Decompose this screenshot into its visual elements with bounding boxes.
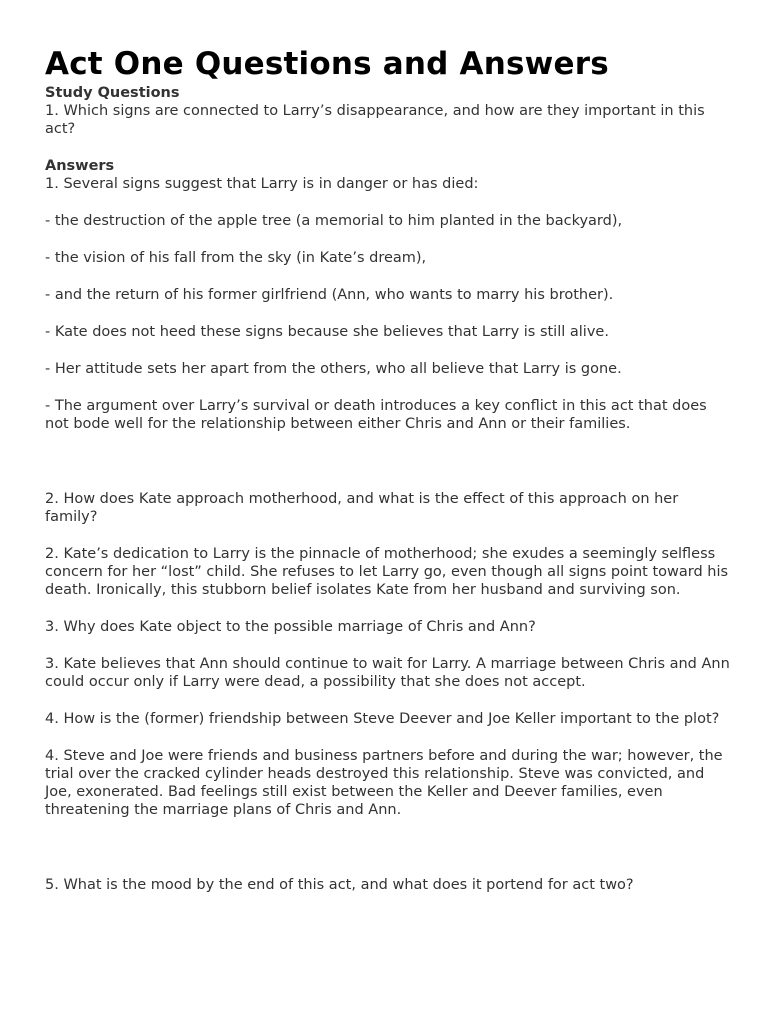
- answer-1-item: - Kate does not heed these signs because she believes that Larry is still alive.: [45, 324, 609, 340]
- question-5: 5. What is the mood by the end of this act, and what does it portend for act two?: [45, 877, 634, 893]
- answer-1-intro: 1. Several signs suggest that Larry is in danger or has died:: [45, 176, 479, 192]
- answer-3: 3. Kate believes that Ann should continue to wait for Larry. A marriage between Chris and Ann could occur only if Larry were dead, a possibility that she does not accept.: [45, 656, 735, 690]
- spacer: [45, 267, 735, 286]
- answer-1-item: - The argument over Larry’s survival or death introduces a key conflict in this act that does not bode well for the relationship between either Chris and Ann or their families.: [45, 398, 712, 432]
- spacer: [45, 526, 735, 545]
- answer-4: 4. Steve and Joe were friends and business partners before and during the war; however, the trial over the cracked cylinder heads destroyed this relationship. Steve was convicted, and Joe, exonerated. Bad feelings still exist between the Keller and Deever families, even threatening the marriage plans of Chris and Ann.: [45, 748, 728, 818]
- spacer: [45, 193, 735, 212]
- spacer: [45, 378, 735, 397]
- answer-1-item: - the vision of his fall from the sky (in Kate’s dream),: [45, 250, 427, 266]
- question-2: 2. How does Kate approach motherhood, and what is the effect of this approach on her family?: [45, 491, 683, 525]
- spacer: [45, 728, 735, 747]
- answer-2: 2. Kate’s dedication to Larry is the pinnacle of motherhood; she exudes a seemingly selfless concern for her “lost” child. She refuses to let Larry go, even though all signs point toward his death. Ironically, this stubborn belief isolates Kate from her husband and surviving son.: [45, 546, 733, 598]
- answer-1-item: - and the return of his former girlfriend (Ann, who wants to marry his brother).: [45, 287, 614, 303]
- answer-1-item: - Her attitude sets her apart from the others, who all believe that Larry is gone.: [45, 361, 622, 377]
- question-3: 3. Why does Kate object to the possible marriage of Chris and Ann?: [45, 619, 536, 635]
- spacer: [45, 433, 735, 490]
- spacer: [45, 304, 735, 323]
- document-page: [45, 44, 735, 894]
- study-questions-heading: Study Questions: [45, 85, 180, 101]
- spacer: [45, 636, 735, 655]
- spacer: [45, 819, 735, 876]
- answers-heading: Answers: [45, 158, 115, 174]
- spacer: [45, 138, 735, 157]
- spacer: [45, 599, 735, 618]
- page-title: Act One Questions and Answers: [45, 46, 609, 82]
- question-1: 1. Which signs are connected to Larry’s disappearance, and how are they important in this act?: [45, 103, 710, 137]
- answer-1-item: - the destruction of the apple tree (a memorial to him planted in the backyard),: [45, 213, 623, 229]
- question-4: 4. How is the (former) friendship between Steve Deever and Joe Keller important to the plot?: [45, 711, 720, 727]
- spacer: [45, 691, 735, 710]
- spacer: [45, 230, 735, 249]
- spacer: [45, 341, 735, 360]
